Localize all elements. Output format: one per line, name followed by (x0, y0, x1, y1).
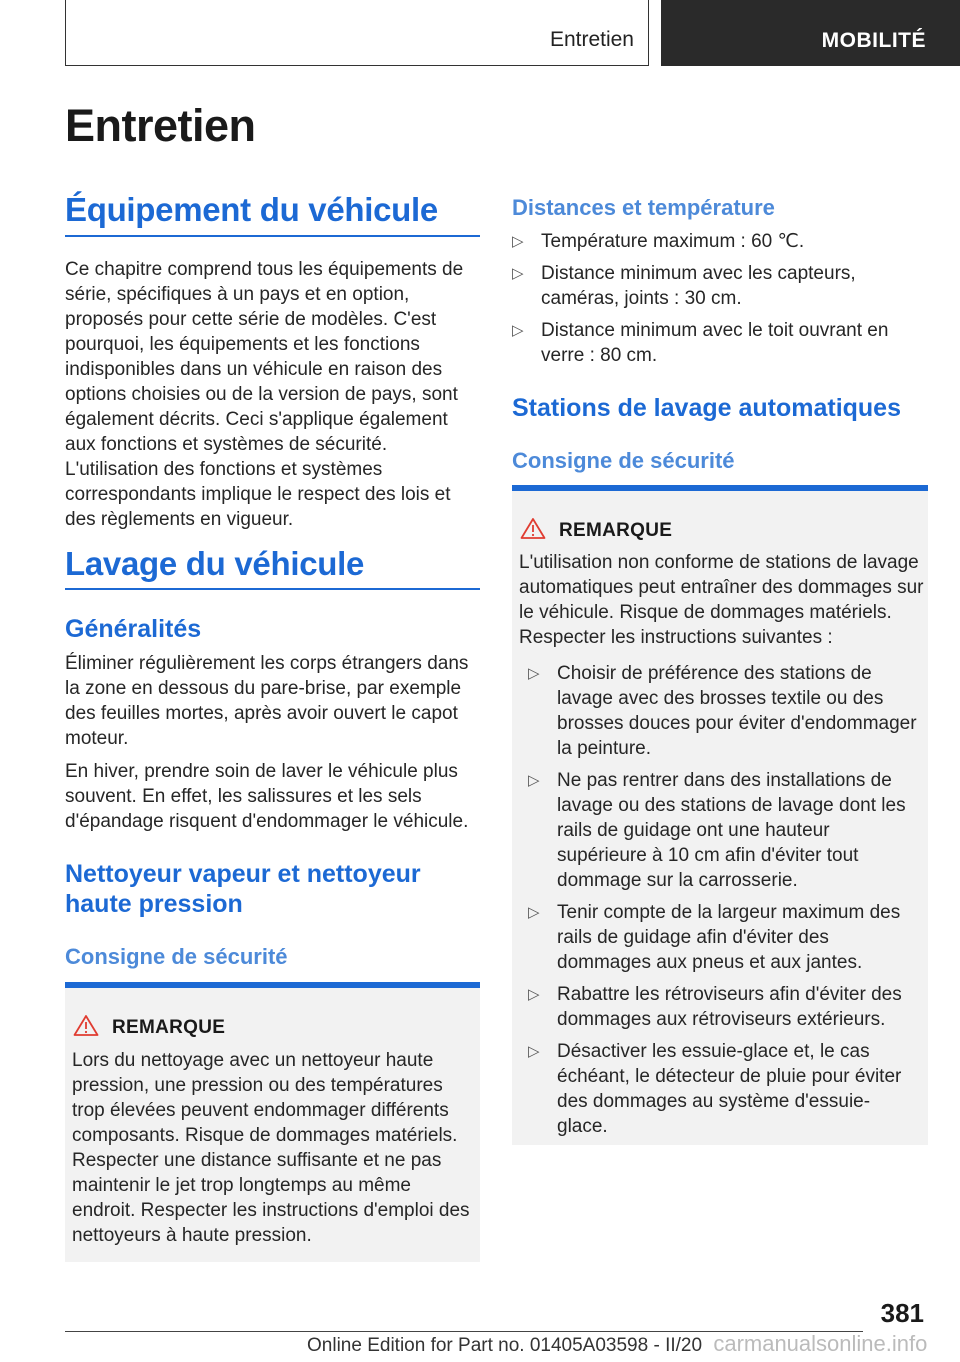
note-label: REMARQUE (559, 520, 673, 541)
heading-distances: Distances et température (512, 195, 775, 220)
paragraph-generalites-2: En hiver, prendre soin de laver le véhicule plus souvent. En effet, les salissures et les sels d'épandage risquent d'endommager le véhicule. (65, 761, 469, 832)
heading-rule (65, 235, 480, 237)
note-label: REMARQUE (112, 1017, 226, 1038)
paragraph-equipement: Ce chapitre comprend tous les équipements de série, spécifiques à un pays et en option, proposés pour cette série de modèles. C'est pourquoi, les équipements et les fonctions indisponibles dans un véhicule en raison des options choisies ou de la version de pays, sont également décrits. Ceci s'applique également aux fonctions et systèmes de sécurité. L'utilisation des fonctions et systèmes correspondants implique le respect des lois et des règlements en vigueur. (65, 259, 464, 530)
heading-consigne-left: Consigne de sécurité (65, 944, 288, 969)
note-box-stations (512, 485, 928, 1145)
note-box-nettoyeur (65, 982, 480, 1262)
header-chapter-title: MOBILITÉ (821, 29, 926, 52)
paragraph-generalites-1: Éliminer régulièrement les corps étrangers dans la zone en dessous du pare-brise, par exemple des feuilles mortes, après avoir ouvert le capot moteur. (65, 653, 469, 749)
heading-consigne-right: Consigne de sécurité (512, 448, 735, 473)
list-item: ▷ Choisir de préférence des stations de lavage avec des brosses textile ou des brosses douces pour éviter d'endommager la peinture. (528, 663, 917, 759)
page-number: 381 (880, 1298, 924, 1328)
list-item: ▷ Température maximum : 60 ℃. (512, 231, 805, 252)
triangle-right-icon: ▷ (528, 772, 540, 789)
triangle-right-icon: ▷ (528, 986, 540, 1003)
header-section-title: Entretien (549, 28, 634, 51)
heading-equipement: Équipement du véhicule (65, 191, 438, 228)
heading-nettoyeur: Nettoyeur vapeur et nettoyeur haute pression (65, 860, 421, 918)
heading-rule (65, 588, 480, 590)
triangle-right-icon: ▷ (512, 233, 524, 250)
footer-edition (307, 1331, 927, 1357)
triangle-right-icon: ▷ (512, 322, 524, 339)
stations-instructions-list (528, 661, 920, 1146)
header-section-tab (65, 0, 649, 66)
heading-stations: Stations de lavage automatiques (512, 394, 901, 422)
distances-list (512, 229, 928, 375)
warning-triangle-icon (520, 517, 546, 540)
list-item: ▷ Distance minimum avec les capteurs, caméras, joints : 30 cm. (512, 263, 856, 309)
list-item: ▷ Tenir compte de la largeur maximum des rails de guidage afin d'éviter des dommages aux pneus et aux jantes. (528, 902, 901, 973)
warning-triangle-icon (73, 1014, 99, 1037)
triangle-right-icon: ▷ (528, 904, 540, 921)
triangle-right-icon: ▷ (512, 265, 524, 282)
note-text: L'utilisation non conforme de stations de lavage automatiques peut entraîner des dommages sur le véhicule. Risque de dommages matériels. Respecter les instructions suivantes : (519, 552, 924, 648)
triangle-right-icon: ▷ (528, 665, 540, 682)
footer-edition-text: Online Edition for Part no. 01405A03598 - II/20 (307, 1335, 703, 1356)
footer-watermark: carmanualsonline.info (713, 1331, 928, 1356)
note-text: Lors du nettoyage avec un nettoyeur haute pression, une pression ou des températures trop élevées peuvent endommager différents composants. Risque de dommages matériels. Respecter une distance suffisante et ne pas maintenir le jet trop longtemps au même endroit. Respecter les instructions d'emploi des nettoyeurs à haute pression. (72, 1050, 470, 1246)
page-title: Entretien (65, 100, 256, 151)
triangle-right-icon: ▷ (528, 1043, 540, 1060)
list-item: ▷ Rabattre les rétroviseurs afin d'éviter des dommages aux rétroviseurs extérieurs. (528, 984, 902, 1030)
heading-lavage: Lavage du véhicule (65, 545, 365, 582)
heading-generalites: Généralités (65, 615, 202, 643)
list-item: ▷ Désactiver les essuie-glace et, le cas échéant, le détecteur de pluie pour éviter des dommages au système d'essuie-glace. (528, 1041, 902, 1137)
list-item: ▷ Distance minimum avec le toit ouvrant en verre : 80 cm. (512, 320, 889, 366)
list-item: ▷ Ne pas rentrer dans des installations de lavage ou des stations de lavage dont les rails de guidage ont une hauteur supérieure à 10 cm afin d'éviter tout dommage sur la carrosserie. (528, 770, 906, 891)
header-chapter-tab (661, 0, 960, 66)
